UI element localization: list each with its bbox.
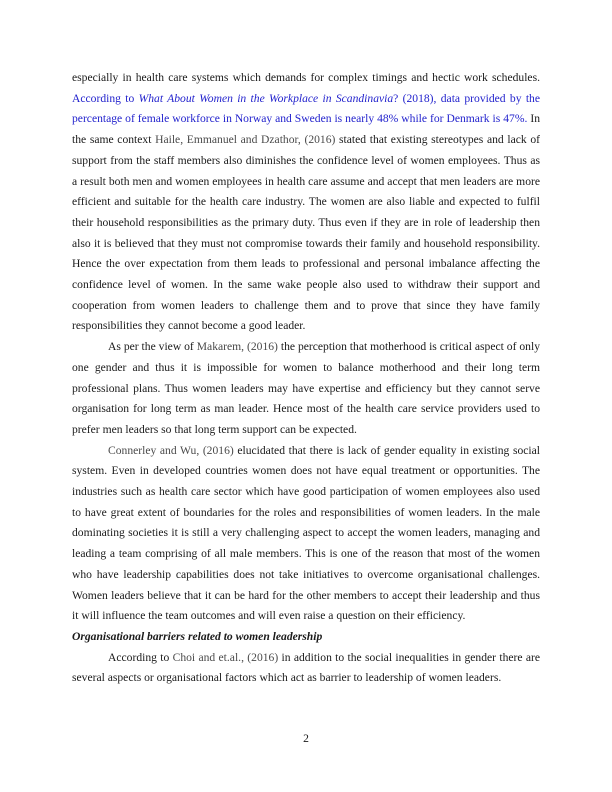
citation-haile: Haile, Emmanuel and Dzathor, (2016) xyxy=(155,133,336,147)
p4-text-start: According to xyxy=(108,650,173,664)
p1-text-end: stated that existing stereotypes and lack of support from the staff members also diminishes the confidence level of women employees. Thus as a result both men and women employees in health care assume and accept that men leaders are more efficient and suitable for the health care industry. The women are also liable and expected to fulfil their household responsibilities as the primary duty. Thus even if they are in role of leadership then also it is believed that they must not compromise towards their family and household responsibility. Hence the over expectation from them leads to professional and personal imbalance affecting the confidence level of women. In the same wake people also used to withdraw their support and cooperation from women leaders to challenge them and to prove that since they have family responsibilities they cannot become a good leader. xyxy=(72,133,541,333)
p3-text: elucidated that there is lack of gender equality in existing social system. Even in developed countries women does not have equal treatment or opportunities. The industries such as health care sector which have good participation of women employees also used to have great extent of boundaries for the roles and responsibilities of women leaders. In the male dominating societies it is still a very challenging aspect to accept the women leaders, managing and leading a team comprising of all male members. This is one of the reason that most of the women who have leadership capabilities does not take initiatives to overcome organisational challenges. Women leaders believe that it can be hard for the other members to accept their leadership and thus it will influence the team outcomes and will even raise a question on their efficiency. xyxy=(72,443,541,623)
p1-according-to: According to xyxy=(72,91,139,105)
scandinavia-reference xyxy=(72,92,540,126)
citation-makarem: Makarem, (2016) xyxy=(196,340,278,354)
citation-connerley: Connerley and Wu, (2016) xyxy=(108,443,234,457)
p1-source-title: What About Women in the Workplace in Scandinavia xyxy=(138,91,394,105)
page-number: 2 xyxy=(303,732,309,745)
p1-statistics: ? (2018), data provided by the percentage of female workforce in Norway and Sweden is nearly 48% while for Denmark is 47%. xyxy=(72,91,540,126)
paragraph-1 xyxy=(72,68,540,337)
p2-text-start: As per the view of xyxy=(108,340,197,354)
citation-choi: Choi and et.al., (2016) xyxy=(172,650,279,664)
p1-context: In the same context xyxy=(72,112,540,147)
section-heading: Organisational barriers related to women leadership xyxy=(72,629,323,643)
paragraph-2 xyxy=(72,337,540,441)
paragraph-4 xyxy=(72,648,540,689)
p4-text-end: in addition to the social inequalities in gender there are several aspects or organisational factors which act as barrier to leadership of women leaders. xyxy=(72,650,540,685)
paragraph-3 xyxy=(72,441,540,627)
p2-text-end: the perception that motherhood is critical aspect of only one gender and thus it is impossible for women to balance motherhood and their long term professional plans. Thus women leaders may have expertise and efficiency but they cannot serve organisation for long term as man leader. Hence most of the health care service providers used to prefer men leaders so that long term support can be expected. xyxy=(72,340,540,436)
body-text xyxy=(72,68,540,689)
p1-text-start: especially in health care systems which demands for complex timings and hectic work schedules. xyxy=(72,71,540,84)
